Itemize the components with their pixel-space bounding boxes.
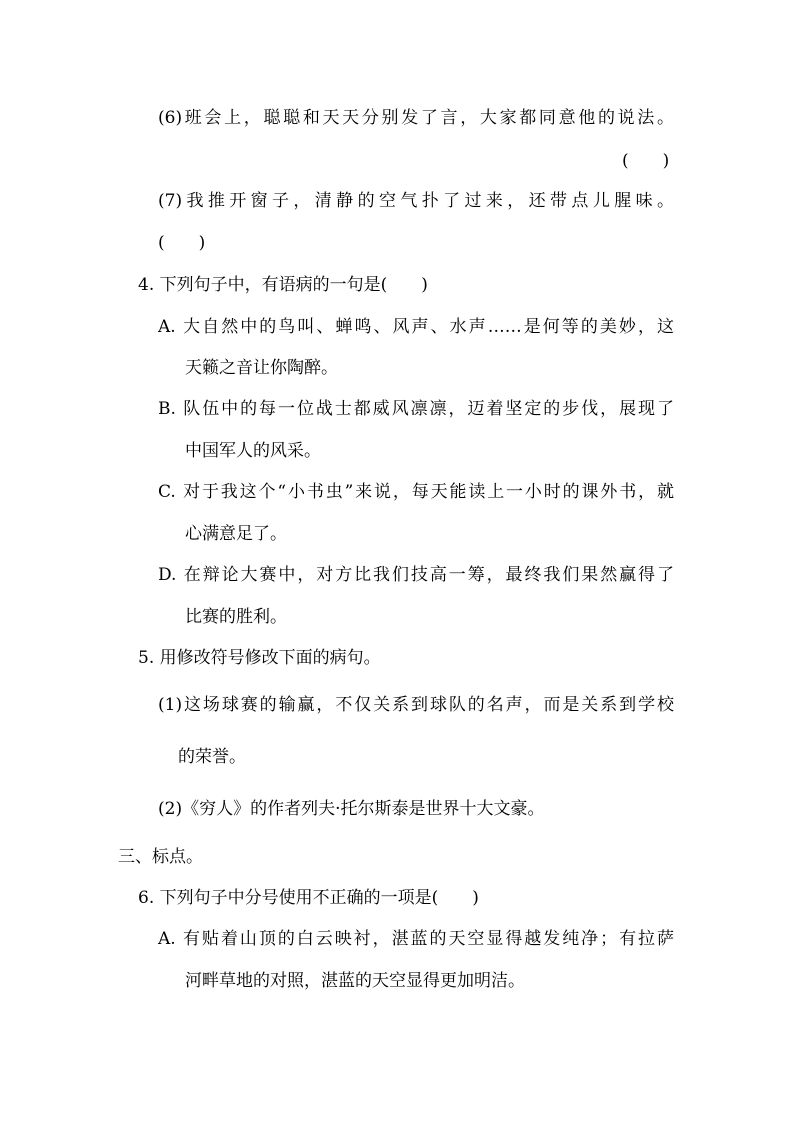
question-4-option-d-continued: 比赛的胜利。	[185, 607, 287, 627]
question-5-item-1-continued: 的荣誉。	[178, 747, 246, 767]
section-3-heading: 三、标点。	[118, 847, 203, 867]
question-6-text: (6)班会上，聪聪和天天分别发了言，大家都同意他的说法。	[158, 108, 674, 128]
question-4-option-c-continued: 心满意足了。	[185, 524, 287, 544]
question-6-answer-blank[interactable]: ( )	[622, 151, 670, 171]
question-7-answer-blank[interactable]: ( )	[158, 233, 206, 253]
question-4-option-d[interactable]: D. 在辩论大赛中，对方比我们技高一筹，最终我们果然赢得了	[158, 565, 674, 585]
question-5-stem: 5. 用修改符号修改下面的病句。	[138, 648, 381, 668]
question-6b-option-a-continued: 河畔草地的对照，湛蓝的天空显得更加明洁。	[185, 971, 525, 991]
question-4-option-b-continued: 中国军人的风采。	[185, 441, 321, 461]
question-7-text: (7)我推开窗子，清静的空气扑了过来，还带点儿腥味。	[158, 191, 674, 211]
question-4-option-c[interactable]: C. 对于我这个“小书虫”来说，每天能读上一小时的课外书，就	[158, 482, 674, 502]
question-5-item-1: (1)这场球赛的输赢，不仅关系到球队的名声，而是关系到学校	[158, 695, 674, 715]
question-5-item-2: (2)《穷人》的作者列夫·托尔斯泰是世界十大文豪。	[158, 799, 545, 819]
question-4-option-a-continued: 天籁之音让你陶醉。	[185, 358, 338, 378]
question-6b-option-a[interactable]: A. 有贴着山顶的白云映衬，湛蓝的天空显得越发纯净；有拉萨	[158, 929, 674, 949]
question-6b-stem: 6. 下列句子中分号使用不正确的一项是( )	[138, 888, 479, 908]
question-4-option-a[interactable]: A. 大自然中的鸟叫、蝉鸣、风声、水声……是何等的美妙，这	[158, 317, 674, 337]
question-4-stem: 4. 下列句子中，有语病的一句是( )	[138, 275, 428, 295]
question-4-option-b[interactable]: B. 队伍中的每一位战士都威风凛凛，迈着坚定的步伐，展现了	[158, 399, 674, 419]
